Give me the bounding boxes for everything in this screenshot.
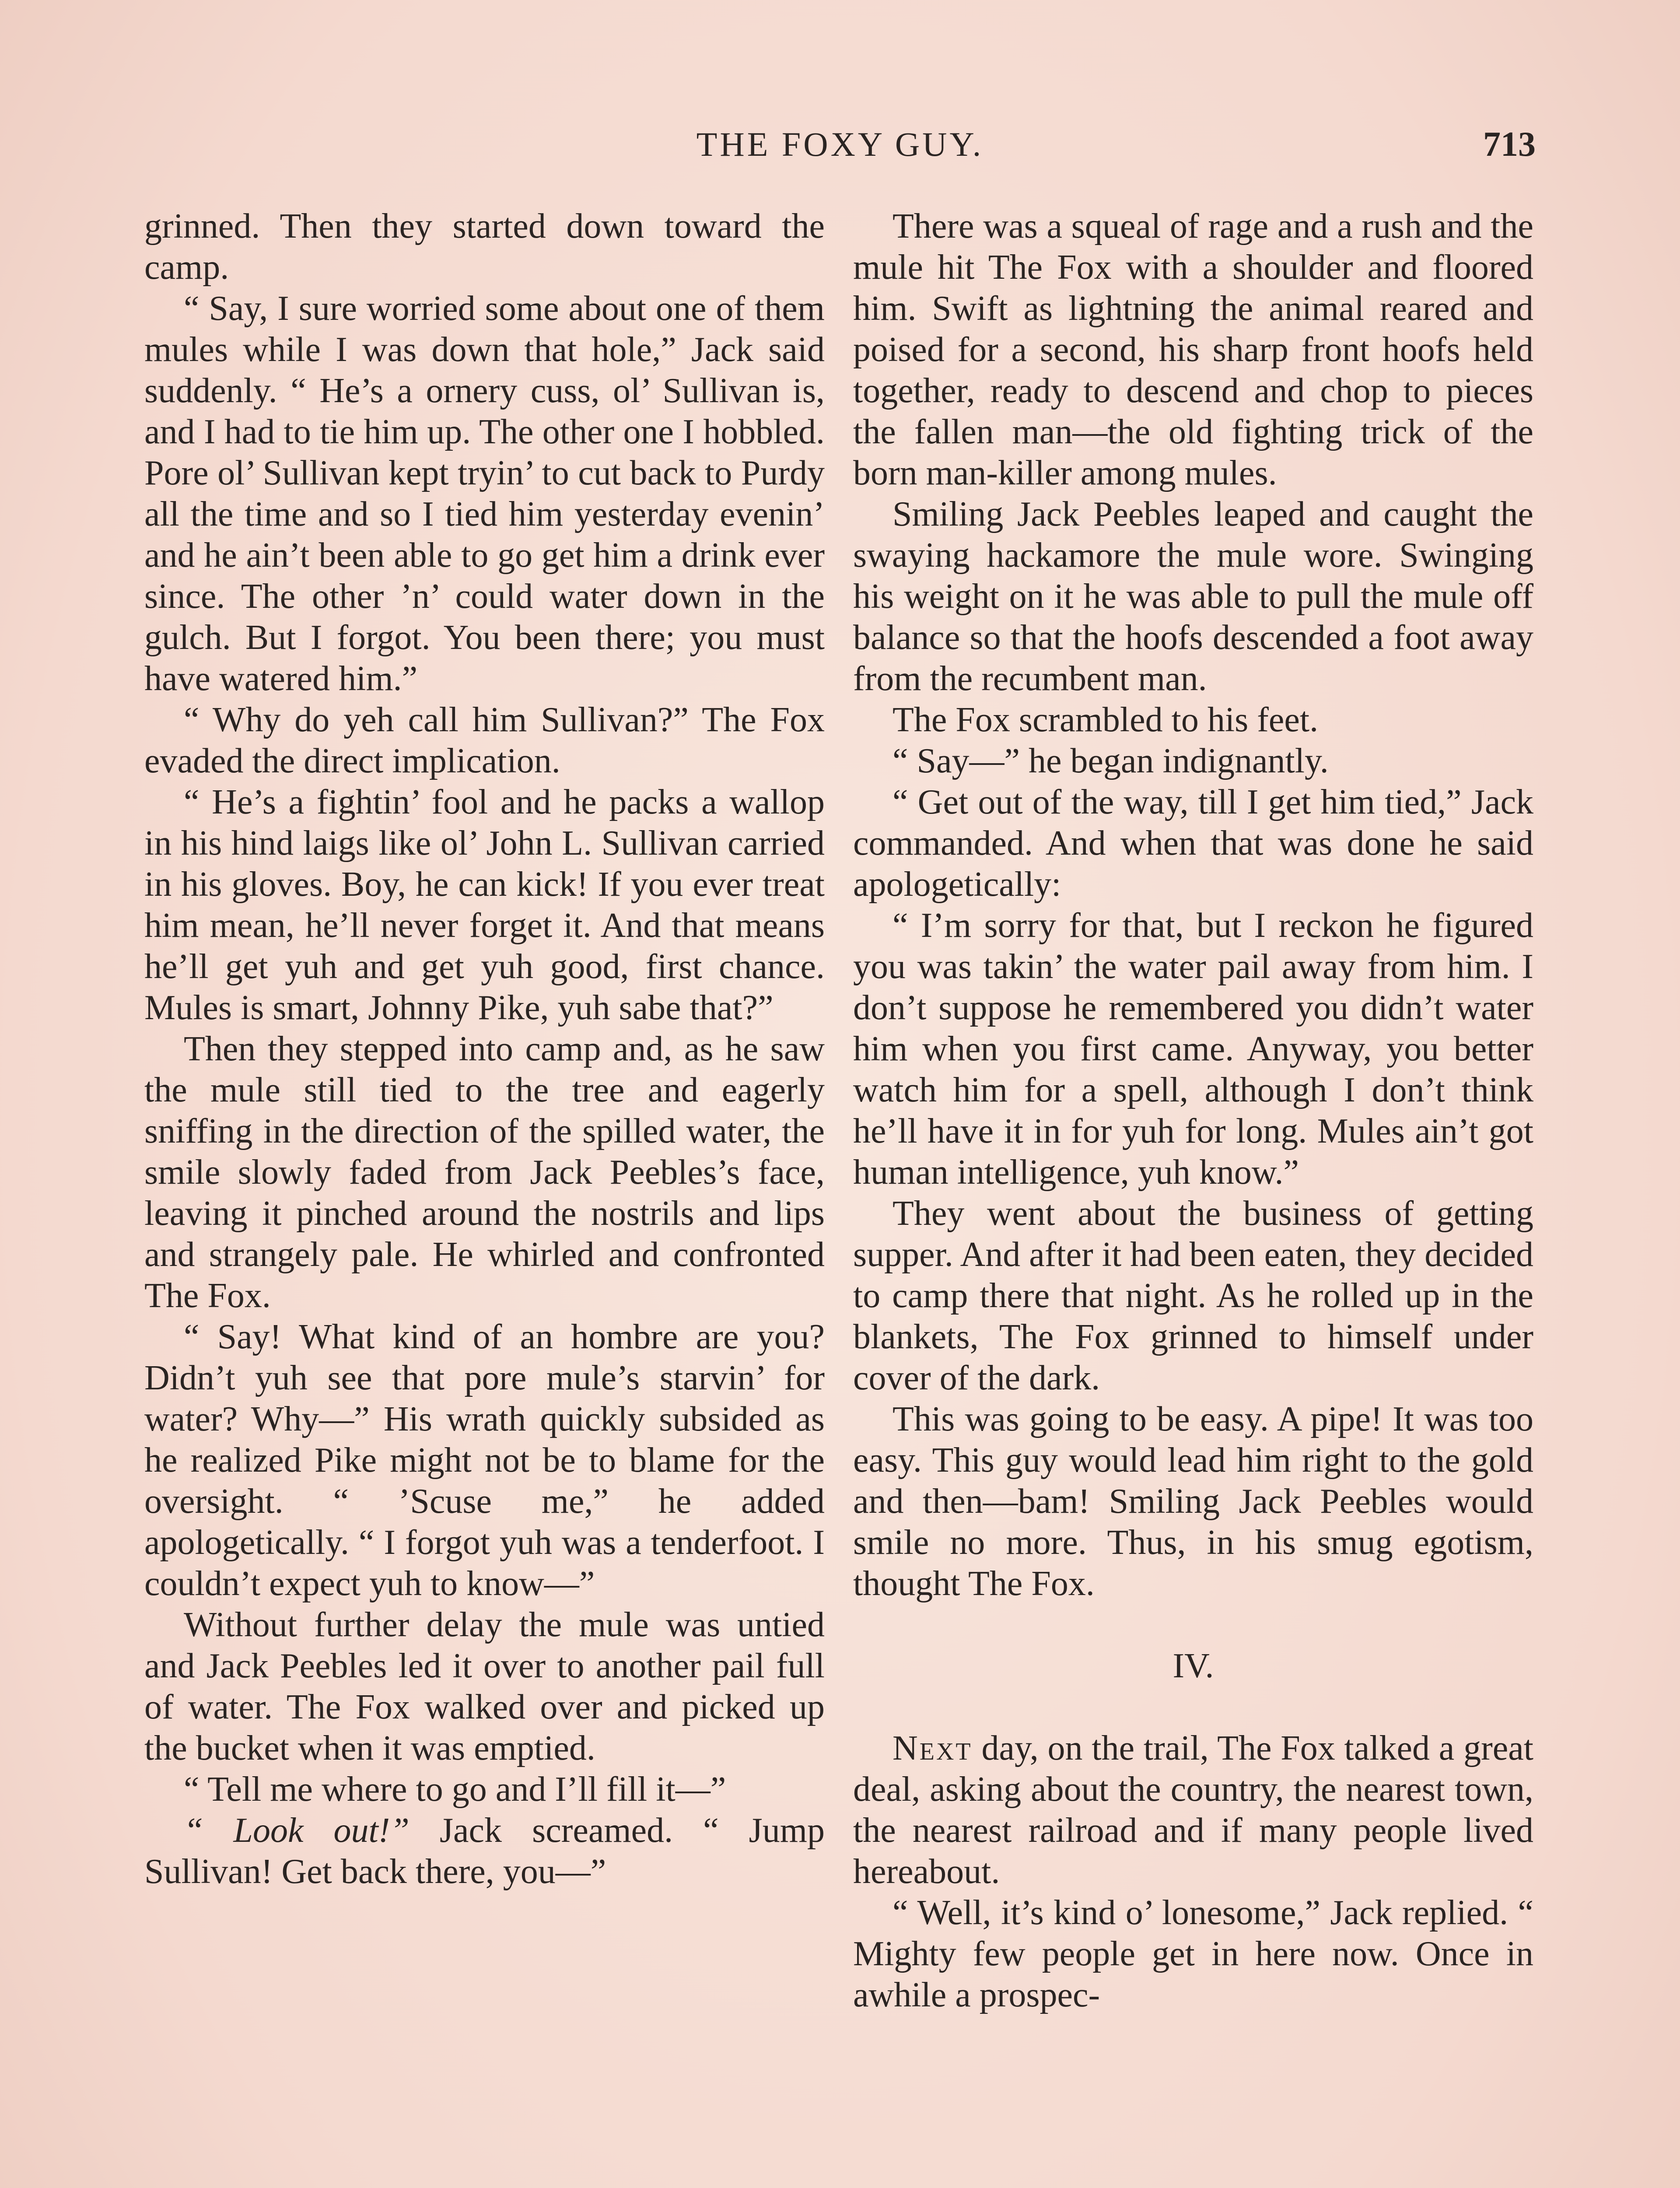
paragraph-text: day, on the trail, The Fox talked a great deal, asking about the country, the nearest town, the nearest railroad and if many people lived hereabout. [853, 1729, 1533, 1891]
left-column [144, 206, 825, 1892]
paragraph: “ He’s a fightin’ fool and he packs a wallop in his hind laigs like ol’ John L. Sullivan carried in his gloves. Boy, he can kick! If you ever treat him mean, he’ll never forget it. And that means he’ll get yuh and get yuh good, first chance. Mules is smart, Johnny Pike, yuh sabe that?” [144, 783, 825, 1027]
section-heading: IV. [1172, 1647, 1214, 1685]
paragraph: “ I’m sorry for that, but I reckon he figured you was takin’ the water pail away from him. I don’t suppose he remembered you didn’t water him when you first came. Anyway, you better watch him for a spell, although I don’t think he’ll have it in for yuh for long. Mules ain’t got human intelligence, yuh know.” [853, 906, 1533, 1192]
right-column [853, 206, 1533, 2016]
page-header [144, 125, 1536, 173]
paragraph: “ Say—” he began indignantly. [892, 742, 1329, 780]
paragraph: “ Why do yeh call him Sullivan?” The Fox evaded the direct implication. [144, 701, 825, 780]
paragraph: Without further delay the mule was untied and Jack Peebles led it over to another pail full of water. The Fox walked over and picked up the bucket when it was emptied. [144, 1606, 825, 1767]
paragraph: There was a squeal of rage and a rush and the mule hit The Fox with a shoulder and floored him. Swift as lightning the animal reared and poised for a second, his sharp front hoofs held together, ready to descend and chop to pieces the fallen man—the old fighting trick of the born man-killer among mules. [853, 207, 1533, 492]
paragraph: The Fox scrambled to his feet. [892, 701, 1319, 739]
paragraph: “ Say! What kind of an hombre are you? Didn’t yuh see that pore mule’s starvin’ for water? Why—” His wrath quickly subsided as he realized Pike might not be to blame for the oversight. “ ’Scuse me,” he added apologetically. “ I forgot yuh was a tenderfoot. I couldn’t expect yuh to know—” [144, 1318, 825, 1603]
paragraph: This was going to be easy. A pipe! It was too easy. This guy would lead him right to the gold and then—bam! Smiling Jack Peebles would smile no more. Thus, in his smug egotism, thought The Fox. [853, 1400, 1533, 1603]
paragraph-section-opening [853, 1728, 1533, 1892]
paragraph: Then they stepped into camp and, as he saw the mule still tied to the tree and eagerly sniffing in the direction of the spilled water, the smile slowly faded from Jack Peebles’s face, leaving it pinched around the nostrils and lips and strangely pale. He whirled and confronted The Fox. [144, 1030, 825, 1315]
italic-exclamation: “ Look out!” [184, 1811, 410, 1850]
running-title: THE FOXY GUY. [696, 125, 984, 163]
paragraph-final [144, 1810, 825, 1892]
paragraph: “ Well, it’s kind o’ lonesome,” Jack replied. “ Mighty few people get in here now. Once in awhile a prospec- [853, 1893, 1533, 2014]
paragraph: “ Say, I sure worried some about one of them mules while I was down that hole,” Jack said suddenly. “ He’s a ornery cuss, ol’ Sullivan is, and I had to tie him up. The other one I hobbled. Pore ol’ Sullivan kept tryin’ to cut back to Purdy all the time and so I tied him yesterday evenin’ and he ain’t been able to go get him a drink ever since. The other ’n’ could water down in the gulch. But I forgot. You been there; you must have watered him.” [144, 289, 825, 698]
paragraph-text: Jack screamed. “ Jump Sullivan! Get back there, you—” [144, 1811, 825, 1891]
paragraph: grinned. Then they started down toward the camp. [144, 207, 825, 287]
paragraph: “ Tell me where to go and I’ll fill it—” [184, 1770, 726, 1809]
page-number: 713 [1483, 125, 1536, 164]
paragraph: They went about the business of getting supper. And after it had been eaten, they decided to camp there that night. As he rolled up in the blankets, The Fox grinned to himself under cover of the dark. [853, 1194, 1533, 1397]
drop-word: Next [892, 1729, 973, 1767]
paragraph: Smiling Jack Peebles leaped and caught the swaying hackamore the mule wore. Swinging his weight on it he was able to pull the mule off balance so that the hoofs descended a foot away from the recumbent man. [853, 495, 1533, 698]
paragraph: “ Get out of the way, till I get him tied,” Jack commanded. And when that was done he said apologetically: [853, 783, 1533, 904]
